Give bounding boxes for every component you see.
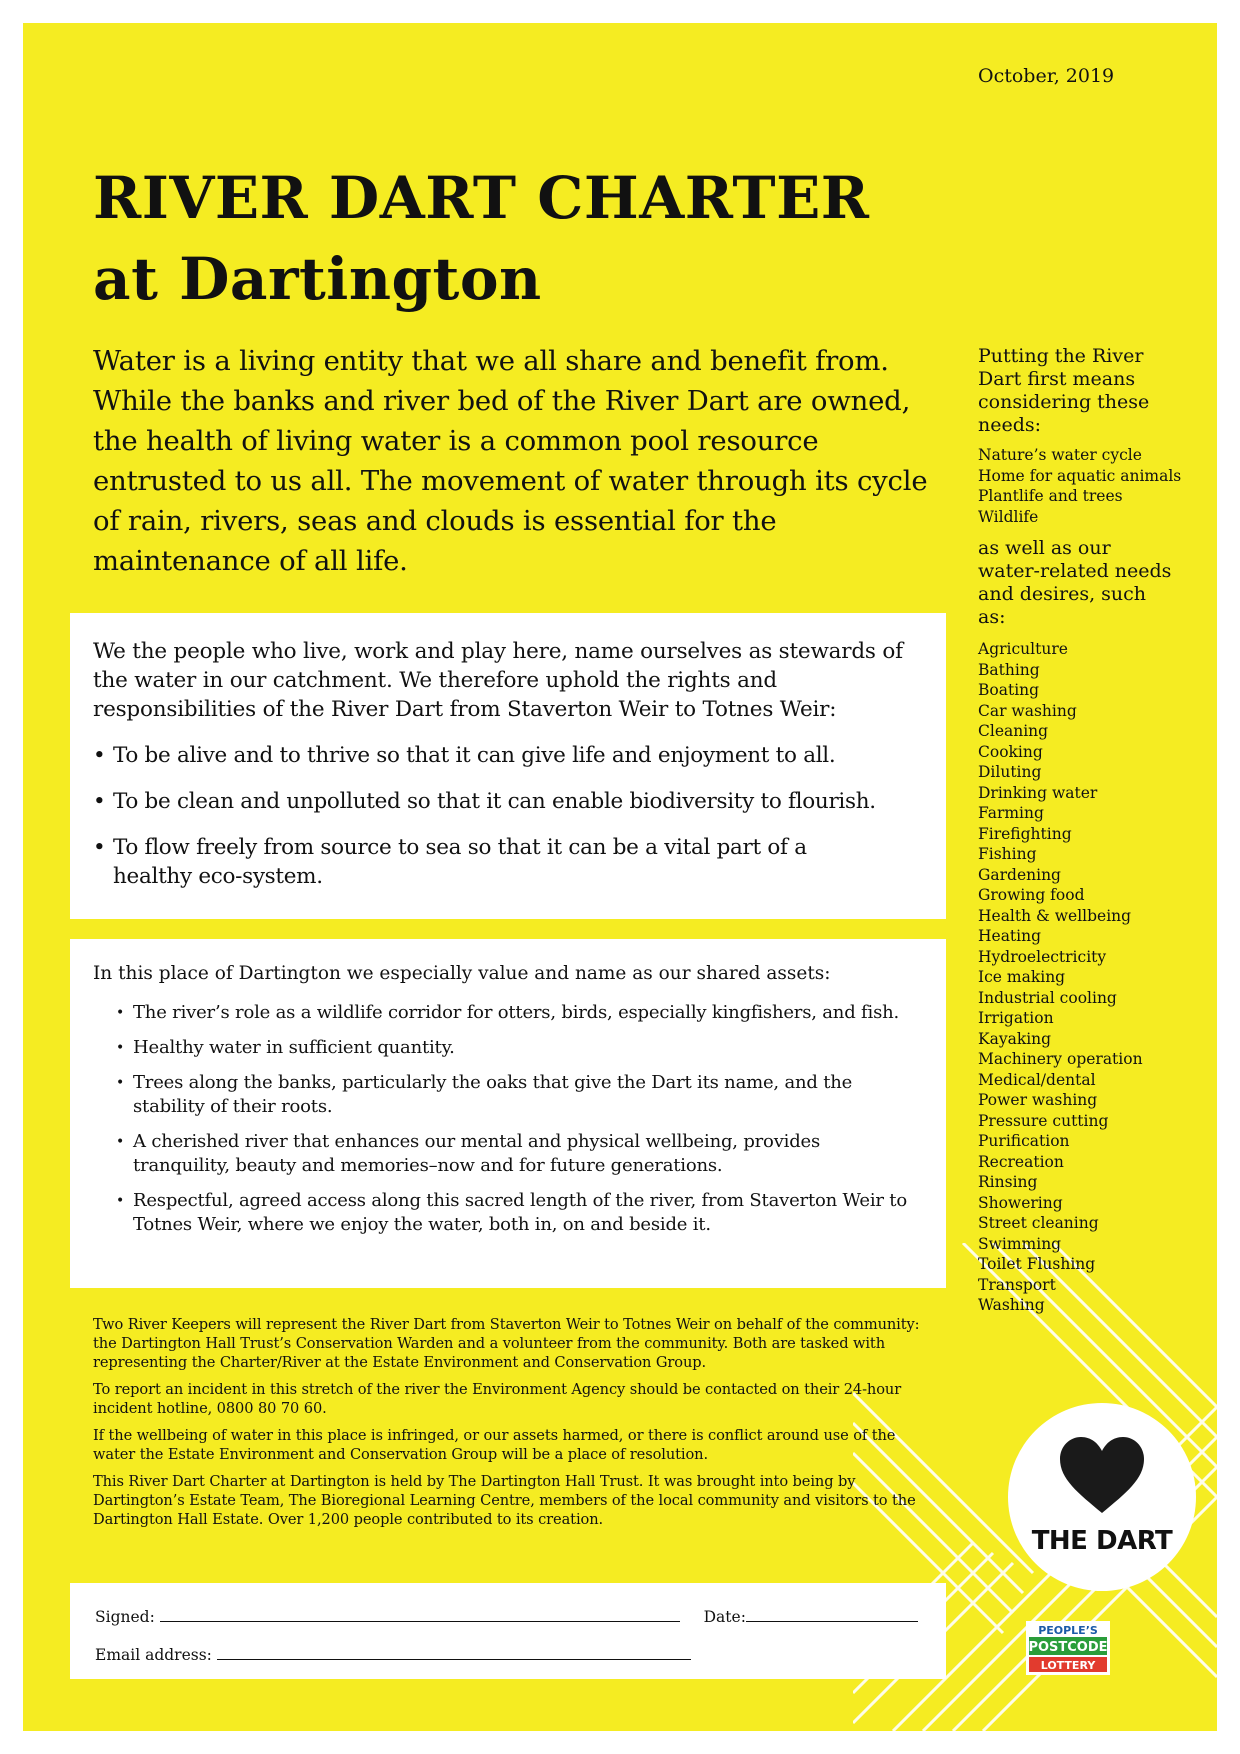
email-row — [95, 1645, 691, 1664]
footer-paragraph: Two River Keepers will represent the River Dart from Staverton Weir to Totnes Weir on behalf of the community: the Dartington Hall Trust’s Conservation Warden and a volunteer from the community. Both are tasked with representing the Charter/River at the Estate Environment and Conservation Group. — [93, 1316, 920, 1371]
list-item: Power washing — [978, 1091, 1098, 1109]
list-item: Car washing — [978, 701, 1077, 720]
list-item: Rinsing — [978, 1173, 1038, 1191]
list-item: Medical/dental — [978, 1070, 1096, 1089]
list-item: Home for aquatic animals — [978, 466, 1182, 485]
list-item: Bathing — [978, 660, 1040, 679]
date-field[interactable] — [746, 1607, 918, 1622]
list-item: Agriculture — [978, 640, 1068, 658]
charter-poster — [23, 23, 1217, 1731]
assets-text: In this place of Dartington we especially value and name as our shared assets: — [93, 963, 831, 984]
list-item: Drinking water — [978, 783, 1098, 802]
list-item: Washing — [978, 1296, 1045, 1314]
page-title — [93, 158, 869, 320]
right-item: • To be alive and to thrive so that it can give life and enjoyment to all. — [93, 741, 933, 770]
list-item: Cleaning — [978, 722, 1049, 740]
list-item: Cooking — [978, 742, 1043, 761]
stewards-panel — [70, 613, 946, 919]
right-item: • To flow freely from source to sea so that it can be a vital part of a healthy eco-system. — [93, 833, 933, 891]
list-item: Wildlife — [978, 507, 1039, 526]
list-item: Boating — [978, 681, 1040, 699]
asset-item: • The river’s role as a wildlife corridor for otters, birds, especially kingfishers, and fish. — [116, 1001, 916, 1025]
footer-paragraph: If the wellbeing of water in this place is infringed, or our assets harmed, or there is conflict around use of the water the Estate Environment and Conservation Group will be a place of resolution. — [93, 1427, 896, 1463]
needs-sidebar — [978, 345, 1188, 1316]
human-needs-list — [978, 639, 1188, 1316]
sidebar-heading-nature: Putting the River Dart first means considering these needs: — [978, 345, 1150, 436]
rights-list — [93, 741, 933, 908]
list-item: Gardening — [978, 865, 1061, 884]
date-label: Date: — [703, 1608, 746, 1626]
assets-list — [116, 1001, 916, 1248]
list-item: Machinery operation — [978, 1050, 1143, 1068]
list-item: Recreation — [978, 1152, 1064, 1171]
list-item: Ice making — [978, 968, 1066, 986]
list-item: Kayaking — [978, 1029, 1052, 1048]
list-item: Swimming — [978, 1234, 1062, 1253]
list-item: Industrial cooling — [978, 988, 1117, 1007]
list-item: Irrigation — [978, 1009, 1054, 1027]
title-line-1: RIVER DART CHARTER — [93, 164, 870, 232]
lottery-line-3: LOTTERY — [1040, 1659, 1096, 1672]
right-item: • To be clean and unpolluted so that it can enable biodiversity to flourish. — [93, 787, 933, 816]
stewards-text: We the people who live, work and play here, name ourselves as stewards of the water in our catchment. We therefore uphold the rights and responsibilities of the River Dart from Staverton Weir to Totnes Weir: — [93, 639, 903, 722]
assets-panel — [70, 939, 946, 1288]
signature-form — [70, 1583, 946, 1679]
footer-notes — [93, 1315, 938, 1537]
signature-field[interactable] — [160, 1607, 680, 1622]
asset-item: • Respectful, agreed access along this sacred length of the river, from Staverton Weir to Totnes Weir, where we enjoy the water, both in, on and beside it. — [116, 1189, 916, 1237]
list-item: Heating — [978, 927, 1042, 945]
list-item: Pressure cutting — [978, 1111, 1109, 1130]
email-field[interactable] — [217, 1645, 691, 1660]
sidebar-heading-human: as well as our water-related needs and desires, such as: — [978, 537, 1172, 628]
peoples-postcode-lottery-logo — [1026, 1621, 1110, 1675]
footer-paragraph: This River Dart Charter at Dartington is held by The Dartington Hall Trust. It was brought into being by Dartington’s Estate Team, The Bioregional Learning Centre, members of the local community and visitors to the Dartington Hall Estate. Over 1,200 people contributed to its creation. — [93, 1473, 916, 1528]
intro-paragraph: Water is a living entity that we all share and benefit from. While the banks and river bed of the River Dart are owned, the health of living water is a common pool resource entrusted to us all. The movement of water through its cycle of rain, rivers, seas and clouds is essential for the maintenance of all life. — [93, 345, 928, 577]
list-item: Toilet Flushing — [978, 1255, 1096, 1273]
lottery-line-2: POSTCODE — [1028, 1640, 1108, 1655]
list-item: Diluting — [978, 763, 1042, 781]
list-item: Showering — [978, 1193, 1063, 1212]
list-item: Plantlife and trees — [978, 487, 1123, 505]
email-label: Email address: — [95, 1646, 212, 1664]
asset-item: • Healthy water in sufficient quantity. — [116, 1036, 916, 1060]
list-item: Hydroelectricity — [978, 947, 1107, 966]
list-item: Growing food — [978, 886, 1085, 904]
asset-item: • Trees along the banks, particularly the oaks that give the Dart its name, and the stability of their roots. — [116, 1071, 916, 1119]
the-dart-logo — [1008, 1403, 1196, 1591]
list-item: Street cleaning — [978, 1214, 1099, 1232]
logo-label: THE DART — [1031, 1526, 1173, 1556]
signed-row — [95, 1607, 918, 1626]
list-item: Transport — [978, 1275, 1056, 1294]
nature-needs-list — [978, 445, 1188, 527]
charter-date: October, 2019 — [978, 65, 1115, 87]
footer-paragraph: To report an incident in this stretch of the river the Environment Agency should be contacted on their 24-hour incident hotline, 0800 80 70 60. — [93, 1381, 902, 1417]
list-item: Health & wellbeing — [978, 906, 1132, 925]
heart-icon — [1060, 1437, 1144, 1513]
list-item: Purification — [978, 1132, 1070, 1150]
asset-item: • A cherished river that enhances our mental and physical wellbeing, provides tranquility, beauty and memories–now and for future generations. — [116, 1130, 916, 1178]
list-item: Fishing — [978, 845, 1037, 863]
list-item: Nature’s water cycle — [978, 446, 1142, 464]
title-line-2: at Dartington — [93, 245, 542, 313]
signed-label: Signed: — [95, 1608, 155, 1626]
list-item: Firefighting — [978, 824, 1072, 843]
list-item: Farming — [978, 804, 1044, 822]
lottery-line-1: PEOPLE’S — [1038, 1624, 1098, 1637]
